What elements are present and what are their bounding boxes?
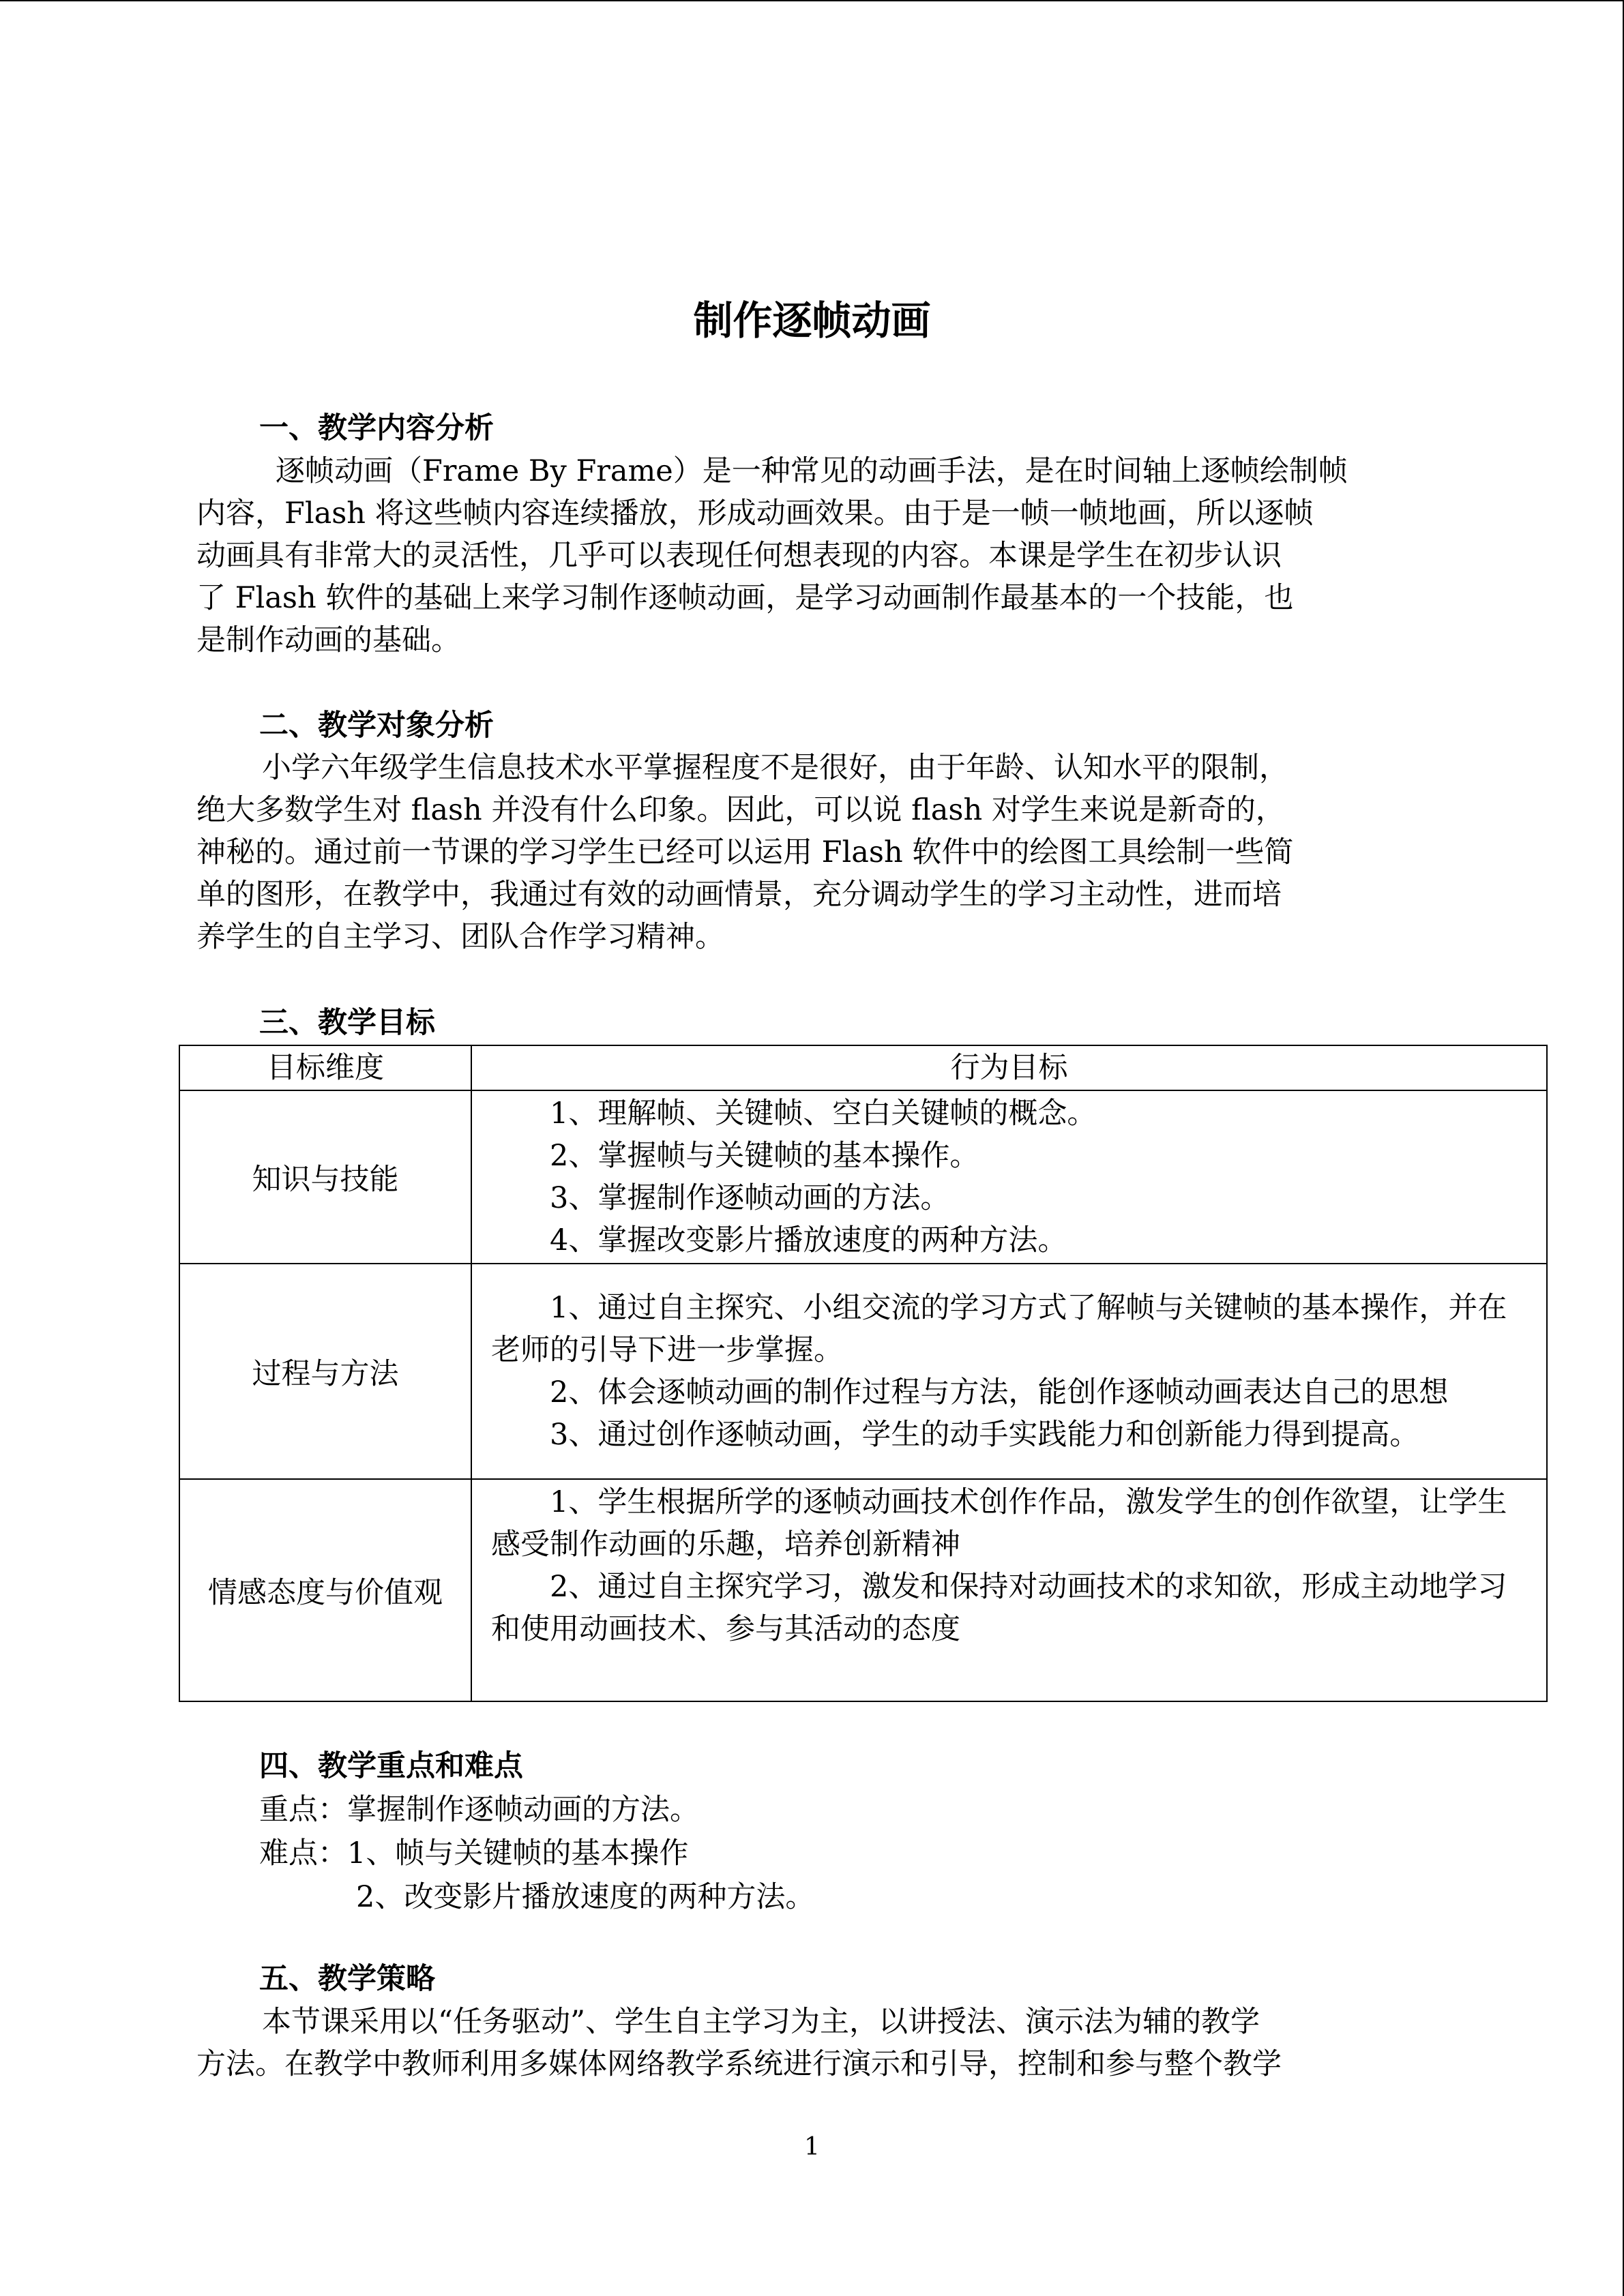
goal-item: 1、通过自主探究、小组交流的学习方式了解帧与关键帧的基本操作，并在老师的引导下进一步掌握。 xyxy=(491,1291,1507,1367)
section1-line: 内容，Flash 将这些帧内容连续播放，形成动画效果。由于是一帧一帧地画，所以逐帧 xyxy=(196,496,1314,531)
section1-line: 了 Flash 软件的基础上来学习制作逐帧动画，是学习动画制作最基本的一个技能，也 xyxy=(196,581,1294,615)
section1-heading: 一、教学内容分析 xyxy=(259,411,494,445)
page-border-top xyxy=(0,0,1624,1)
section2-heading: 二、教学对象分析 xyxy=(259,709,494,743)
section1-line: 是制作动画的基础。 xyxy=(196,623,460,657)
goal-item: 3、掌握制作逐帧动画的方法。 xyxy=(550,1181,950,1215)
section2-line: 绝大多数学生对 flash 并没有什么印象。因此，可以说 flash 对学生来说是新奇的， xyxy=(196,793,1285,827)
section5-heading: 五、教学策略 xyxy=(259,1962,435,1996)
goal-item: 2、掌握帧与关键帧的基本操作。 xyxy=(550,1139,979,1173)
section4-heading: 四、教学重点和难点 xyxy=(259,1749,523,1783)
table-row xyxy=(179,1479,1547,1701)
row-goals xyxy=(471,1264,1547,1479)
section1-line: 逐帧动画（Frame By Frame）是一种常见的动画手法，是在时间轴上逐帧绘制帧 xyxy=(276,454,1348,488)
table-header-dimension: 目标维度 xyxy=(179,1045,471,1090)
section1-line: 动画具有非常大的灵活性，几乎可以表现任何想表现的内容。本课是学生在初步认识 xyxy=(196,539,1282,573)
section2-line: 小学六年级学生信息技术水平掌握程度不是很好，由于年龄、认知水平的限制， xyxy=(262,751,1288,785)
section2-line: 养学生的自主学习、团队合作学习精神。 xyxy=(196,920,724,954)
difficulty-1: 难点：1、帧与关键帧的基本操作 xyxy=(259,1836,689,1870)
difficulty-2: 2、改变影片播放速度的两种方法。 xyxy=(356,1880,815,1914)
table-header-goals: 行为目标 xyxy=(471,1045,1547,1090)
section1-body xyxy=(196,450,1417,661)
section2-body xyxy=(196,747,1417,958)
goal-item: 4、掌握改变影片播放速度的两种方法。 xyxy=(550,1223,1067,1257)
section2-line: 单的图形，在教学中，我通过有效的动画情景，充分调动学生的学习主动性，进而培 xyxy=(196,878,1282,912)
goal-item: 3、通过创作逐帧动画，学生的动手实践能力和创新能力得到提高。 xyxy=(550,1418,1419,1452)
table-header-row xyxy=(179,1045,1547,1090)
goals-table xyxy=(179,1045,1548,1702)
section5-body xyxy=(196,2001,1417,2085)
row-dimension: 情感态度与价值观 xyxy=(179,1479,471,1701)
goal-item: 1、理解帧、关键帧、空白关键帧的概念。 xyxy=(550,1097,1097,1131)
section2-line: 神秘的。通过前一节课的学习学生已经可以运用 Flash 软件中的绘图工具绘制一些简 xyxy=(196,835,1294,869)
goal-item: 2、通过自主探究学习，激发和保持对动画技术的求知欲，形成主动地学习和使用动画技术、参与其活动的态度 xyxy=(491,1570,1507,1646)
table-row xyxy=(179,1090,1547,1264)
section5-line: 方法。在教学中教师利用多媒体网络教学系统进行演示和引导，控制和参与整个教学 xyxy=(196,2047,1282,2081)
row-goals xyxy=(471,1090,1547,1264)
goal-item: 1、学生根据所学的逐帧动画技术创作作品，激发学生的创作欲望，让学生感受制作动画的乐趣，培养创新精神 xyxy=(491,1485,1507,1562)
row-dimension: 知识与技能 xyxy=(179,1090,471,1264)
goal-item: 2、体会逐帧动画的制作过程与方法，能创作逐帧动画表达自己的思想 xyxy=(550,1375,1449,1410)
section3-heading: 三、教学目标 xyxy=(259,1006,435,1040)
row-goals xyxy=(471,1479,1547,1701)
page-number: 1 xyxy=(804,2133,820,2161)
row-dimension: 过程与方法 xyxy=(179,1264,471,1479)
key-point: 重点：掌握制作逐帧动画的方法。 xyxy=(259,1793,699,1827)
table-row xyxy=(179,1264,1547,1479)
page-title: 制作逐帧动画 xyxy=(693,297,931,344)
section5-line: 本节课采用以“任务驱动”、学生自主学习为主，以讲授法、演示法为辅的教学 xyxy=(262,2005,1260,2039)
